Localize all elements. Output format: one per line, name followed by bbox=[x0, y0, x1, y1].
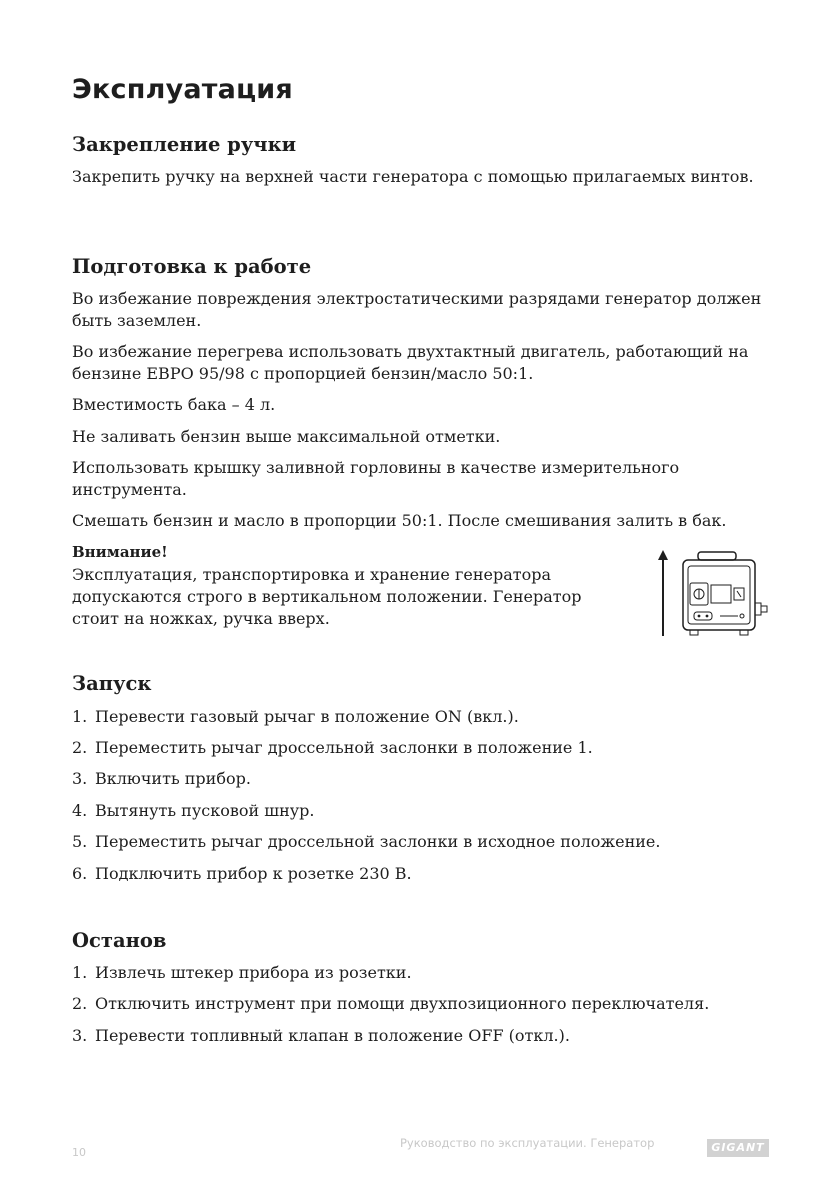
brand-logo: GIGANT bbox=[707, 1139, 769, 1157]
heading-stop: Останов bbox=[72, 929, 167, 952]
list-item-start-4: 4. Вытянуть пусковой шнур. bbox=[72, 801, 315, 820]
page-title: Эксплуатация bbox=[72, 74, 293, 105]
list-item-start-6: 6. Подключить прибор к розетке 230 В. bbox=[72, 864, 412, 883]
list-item-start-1: 1. Перевести газовый рычаг в положение ON (вкл.). bbox=[72, 707, 519, 726]
page-number: 10 bbox=[72, 1146, 86, 1159]
heading-handle: Закрепление ручки bbox=[72, 133, 297, 156]
paragraph-filler-cap: Использовать крышку заливной горловины в качестве измерительного инструмента. bbox=[72, 458, 680, 499]
list-item-start-2: 2. Переместить рычаг дроссельной заслонки в положение 1. bbox=[72, 738, 593, 757]
warning-text: Эксплуатация, транспортировка и хранение генератора допускаются строго в вертикальном положении. Генератор стоит на ножках, ручка вверх. bbox=[72, 565, 582, 628]
list-item-stop-1: 1. Извлечь штекер прибора из розетки. bbox=[72, 963, 412, 982]
generator-upright-icon bbox=[650, 548, 780, 642]
paragraph-grounding: Во избежание повреждения электростатическими разрядами генератор должен быть заземлен. bbox=[72, 289, 762, 330]
paragraph-mix-ratio: Смешать бензин и масло в пропорции 50:1. После смешивания залить в бак. bbox=[72, 511, 727, 530]
paragraph-max-fill: Не заливать бензин выше максимальной отметки. bbox=[72, 427, 501, 446]
list-item-start-3: 3. Включить прибор. bbox=[72, 769, 251, 788]
list-item-stop-2: 2. Отключить инструмент при помощи двухпозиционного переключателя. bbox=[72, 994, 710, 1013]
heading-preparation: Подготовка к работе bbox=[72, 255, 312, 278]
paragraph-tank-capacity: Вместимость бака – 4 л. bbox=[72, 395, 276, 414]
paragraph-handle: Закрепить ручку на верхней части генератора с помощью прилагаемых винтов. bbox=[72, 167, 754, 186]
heading-start: Запуск bbox=[72, 672, 152, 695]
warning-title: Внимание! bbox=[72, 543, 168, 561]
paragraph-fuel-mix: Во избежание перегрева использовать двухтактный двигатель, работающий на бензине ЕВРО 95/98 с пропорцией бензин/масло 50:1. bbox=[72, 342, 749, 383]
list-item-start-5: 5. Переместить рычаг дроссельной заслонки в исходное положение. bbox=[72, 832, 661, 851]
list-item-stop-3: 3. Перевести топливный клапан в положение OFF (откл.). bbox=[72, 1026, 570, 1045]
footer-doc-title: Руководство по эксплуатации. Генератор bbox=[400, 1136, 655, 1150]
